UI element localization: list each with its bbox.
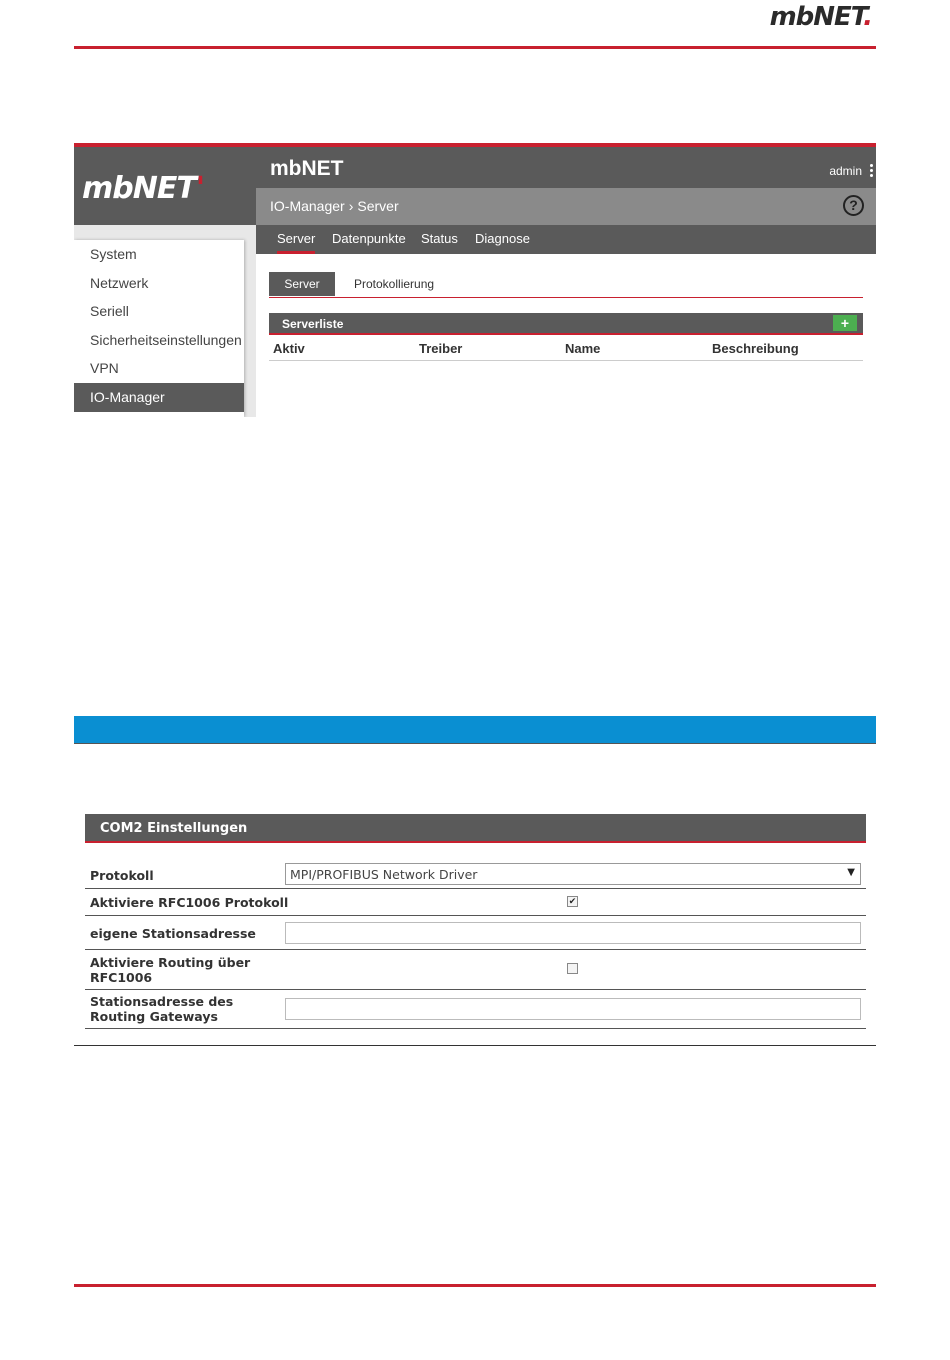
row-stationsadresse xyxy=(85,916,866,950)
tab-status[interactable]: Status xyxy=(421,231,458,246)
label-rfc1006: Aktiviere RFC1006 Protokoll xyxy=(90,895,289,910)
breadcrumb xyxy=(270,198,399,214)
user-menu[interactable]: admin xyxy=(829,164,862,178)
brand-logo: mbNET' xyxy=(82,171,204,206)
sidebar-item-io-manager[interactable]: IO-Manager xyxy=(74,383,244,412)
tab-datenpunkte[interactable]: Datenpunkte xyxy=(332,231,406,246)
row-gateway xyxy=(85,990,866,1029)
io-manager-screenshot xyxy=(74,143,876,417)
tab-diagnose[interactable]: Diagnose xyxy=(475,231,530,246)
row-protokoll xyxy=(85,860,866,889)
stationsadresse-input[interactable] xyxy=(285,922,861,944)
sidebar-item-system[interactable]: System xyxy=(90,246,137,262)
kebab-menu-icon[interactable] xyxy=(870,164,874,178)
row-routing xyxy=(85,950,866,990)
sidebar-item-vpn[interactable]: VPN xyxy=(90,360,119,377)
table-header-rule xyxy=(269,360,863,361)
header-rule xyxy=(74,46,876,49)
subtab-server[interactable]: Server xyxy=(269,272,335,296)
routing-checkbox[interactable] xyxy=(567,963,578,974)
footer-rule xyxy=(74,1284,876,1287)
content-area xyxy=(256,254,876,417)
label-stationsadresse: eigene Stationsadresse xyxy=(90,926,256,941)
serverliste-panel-header xyxy=(269,313,863,335)
breadcrumb-parent[interactable]: IO-Manager xyxy=(270,198,345,214)
sidebar-item-seriell[interactable]: Seriell xyxy=(90,303,129,320)
sidebar xyxy=(74,240,244,417)
section-bottom-rule xyxy=(74,1045,876,1046)
com2-settings-screenshot xyxy=(85,814,866,1030)
column-header-beschreibung[interactable]: Beschreibung xyxy=(712,341,799,356)
subtab-protokollierung[interactable]: Protokollierung xyxy=(354,277,435,291)
breadcrumb-separator: › xyxy=(348,198,354,214)
column-header-name[interactable]: Name xyxy=(565,341,601,356)
tab-bar xyxy=(256,225,876,254)
protokoll-select[interactable]: MPI/PROFIBUS Network Driver ▼ xyxy=(285,863,861,885)
com2-header xyxy=(85,814,866,843)
com2-title: COM2 Einstellungen xyxy=(100,821,248,836)
blue-section-bar xyxy=(74,716,876,743)
row-rfc1006 xyxy=(85,889,866,916)
sidebar-item-netzwerk[interactable]: Netzwerk xyxy=(90,274,149,291)
column-header-aktiv[interactable]: Aktiv xyxy=(273,341,305,356)
subtab-divider xyxy=(269,297,863,298)
sidebar-item-sicherheitseinstellungen[interactable]: Sicherheitseinstellungen xyxy=(90,331,242,348)
tab-server[interactable]: Server xyxy=(277,231,315,254)
label-protokoll: Protokoll xyxy=(90,868,154,883)
section-rule xyxy=(74,743,876,744)
label-routing: Aktiviere Routing über RFC1006 xyxy=(90,955,251,985)
breadcrumb-bar xyxy=(256,188,876,225)
label-gateway: Stationsadresse des Routing Gateways xyxy=(90,994,234,1024)
chevron-down-icon: ▼ xyxy=(847,867,855,878)
breadcrumb-current: Server xyxy=(357,198,399,214)
column-header-treiber[interactable]: Treiber xyxy=(419,341,463,356)
app-title: mbNET xyxy=(270,157,344,180)
help-icon[interactable]: ? xyxy=(843,195,864,216)
page-logo: mbNET. xyxy=(769,2,872,32)
app-header xyxy=(256,147,876,188)
rfc1006-checkbox[interactable]: ✔ xyxy=(568,896,577,906)
panel-title: Serverliste xyxy=(282,317,344,331)
add-server-button[interactable]: + xyxy=(833,315,857,331)
brand-panel xyxy=(74,147,256,225)
gateway-input[interactable] xyxy=(285,998,861,1020)
